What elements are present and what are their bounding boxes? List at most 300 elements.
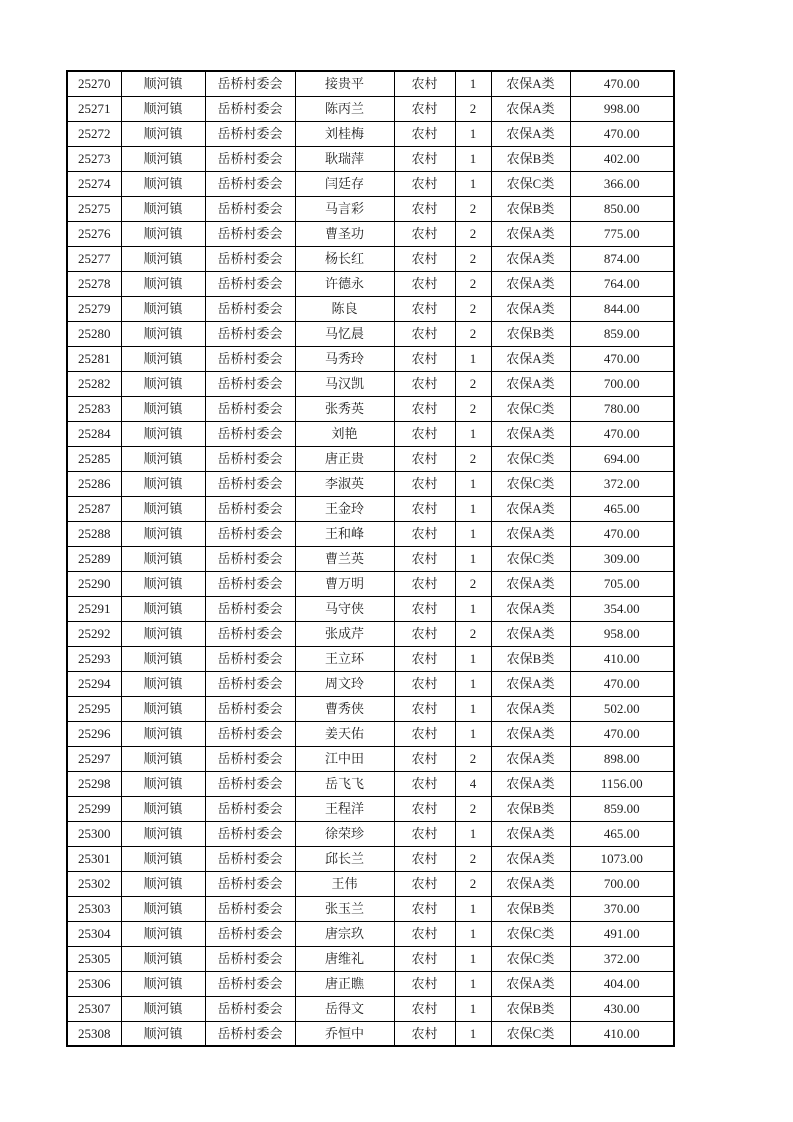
residence-type-cell: 农村 xyxy=(394,571,455,596)
amount-cell: 764.00 xyxy=(570,271,674,296)
residence-type-cell: 农村 xyxy=(394,646,455,671)
table-row xyxy=(67,346,674,371)
person-count-cell: 2 xyxy=(455,571,491,596)
person-name-cell: 马守侠 xyxy=(295,596,394,621)
person-count-cell: 2 xyxy=(455,371,491,396)
amount-cell: 465.00 xyxy=(570,821,674,846)
residence-type-cell: 农村 xyxy=(394,971,455,996)
residence-type-cell: 农村 xyxy=(394,296,455,321)
person-name-cell: 唐宗玖 xyxy=(295,921,394,946)
town-cell: 顺河镇 xyxy=(121,271,205,296)
town-cell: 顺河镇 xyxy=(121,521,205,546)
village-committee-cell: 岳桥村委会 xyxy=(205,121,295,146)
insurance-category-cell: 农保A类 xyxy=(491,221,570,246)
person-name-cell: 曹圣功 xyxy=(295,221,394,246)
town-cell: 顺河镇 xyxy=(121,371,205,396)
person-count-cell: 1 xyxy=(455,421,491,446)
insurance-category-cell: 农保A类 xyxy=(491,121,570,146)
town-cell: 顺河镇 xyxy=(121,596,205,621)
insurance-category-cell: 农保C类 xyxy=(491,921,570,946)
table-row xyxy=(67,496,674,521)
person-count-cell: 1 xyxy=(455,146,491,171)
village-committee-cell: 岳桥村委会 xyxy=(205,621,295,646)
person-name-cell: 王程洋 xyxy=(295,796,394,821)
amount-cell: 859.00 xyxy=(570,321,674,346)
table-row xyxy=(67,696,674,721)
village-committee-cell: 岳桥村委会 xyxy=(205,796,295,821)
insurance-category-cell: 农保A类 xyxy=(491,271,570,296)
amount-cell: 470.00 xyxy=(570,346,674,371)
village-committee-cell: 岳桥村委会 xyxy=(205,546,295,571)
village-committee-cell: 岳桥村委会 xyxy=(205,146,295,171)
table-row xyxy=(67,796,674,821)
amount-cell: 998.00 xyxy=(570,96,674,121)
person-name-cell: 张玉兰 xyxy=(295,896,394,921)
person-name-cell: 马忆晨 xyxy=(295,321,394,346)
table-row xyxy=(67,221,674,246)
village-committee-cell: 岳桥村委会 xyxy=(205,396,295,421)
town-cell: 顺河镇 xyxy=(121,71,205,96)
serial-number-cell: 25285 xyxy=(67,446,121,471)
residence-type-cell: 农村 xyxy=(394,246,455,271)
insurance-category-cell: 农保A类 xyxy=(491,346,570,371)
village-committee-cell: 岳桥村委会 xyxy=(205,596,295,621)
person-count-cell: 1 xyxy=(455,921,491,946)
village-committee-cell: 岳桥村委会 xyxy=(205,196,295,221)
table-row xyxy=(67,746,674,771)
person-count-cell: 2 xyxy=(455,796,491,821)
village-committee-cell: 岳桥村委会 xyxy=(205,846,295,871)
town-cell: 顺河镇 xyxy=(121,721,205,746)
town-cell: 顺河镇 xyxy=(121,471,205,496)
residence-type-cell: 农村 xyxy=(394,871,455,896)
town-cell: 顺河镇 xyxy=(121,321,205,346)
residence-type-cell: 农村 xyxy=(394,946,455,971)
person-name-cell: 唐正瞧 xyxy=(295,971,394,996)
person-count-cell: 1 xyxy=(455,896,491,921)
village-committee-cell: 岳桥村委会 xyxy=(205,246,295,271)
village-committee-cell: 岳桥村委会 xyxy=(205,296,295,321)
serial-number-cell: 25301 xyxy=(67,846,121,871)
residence-type-cell: 农村 xyxy=(394,371,455,396)
amount-cell: 1156.00 xyxy=(570,771,674,796)
table-row xyxy=(67,396,674,421)
person-count-cell: 2 xyxy=(455,846,491,871)
person-name-cell: 王金玲 xyxy=(295,496,394,521)
residence-type-cell: 农村 xyxy=(394,471,455,496)
serial-number-cell: 25297 xyxy=(67,746,121,771)
person-name-cell: 陈良 xyxy=(295,296,394,321)
village-committee-cell: 岳桥村委会 xyxy=(205,946,295,971)
person-name-cell: 曹万明 xyxy=(295,571,394,596)
village-committee-cell: 岳桥村委会 xyxy=(205,721,295,746)
person-count-cell: 2 xyxy=(455,871,491,896)
person-count-cell: 2 xyxy=(455,96,491,121)
amount-cell: 470.00 xyxy=(570,71,674,96)
serial-number-cell: 25302 xyxy=(67,871,121,896)
serial-number-cell: 25276 xyxy=(67,221,121,246)
person-name-cell: 曹兰英 xyxy=(295,546,394,571)
table-row xyxy=(67,1021,674,1046)
residence-type-cell: 农村 xyxy=(394,721,455,746)
records-table xyxy=(66,70,675,1047)
table-row xyxy=(67,971,674,996)
serial-number-cell: 25280 xyxy=(67,321,121,346)
insurance-category-cell: 农保A类 xyxy=(491,496,570,521)
serial-number-cell: 25279 xyxy=(67,296,121,321)
person-name-cell: 曹秀侠 xyxy=(295,696,394,721)
town-cell: 顺河镇 xyxy=(121,146,205,171)
person-name-cell: 陈丙兰 xyxy=(295,96,394,121)
person-count-cell: 2 xyxy=(455,296,491,321)
town-cell: 顺河镇 xyxy=(121,121,205,146)
serial-number-cell: 25303 xyxy=(67,896,121,921)
town-cell: 顺河镇 xyxy=(121,496,205,521)
amount-cell: 465.00 xyxy=(570,496,674,521)
town-cell: 顺河镇 xyxy=(121,96,205,121)
village-committee-cell: 岳桥村委会 xyxy=(205,896,295,921)
residence-type-cell: 农村 xyxy=(394,746,455,771)
amount-cell: 470.00 xyxy=(570,671,674,696)
serial-number-cell: 25275 xyxy=(67,196,121,221)
person-name-cell: 马秀玲 xyxy=(295,346,394,371)
amount-cell: 470.00 xyxy=(570,421,674,446)
amount-cell: 705.00 xyxy=(570,571,674,596)
person-count-cell: 1 xyxy=(455,521,491,546)
residence-type-cell: 农村 xyxy=(394,146,455,171)
amount-cell: 502.00 xyxy=(570,696,674,721)
amount-cell: 366.00 xyxy=(570,171,674,196)
insurance-category-cell: 农保A类 xyxy=(491,746,570,771)
residence-type-cell: 农村 xyxy=(394,671,455,696)
residence-type-cell: 农村 xyxy=(394,321,455,346)
residence-type-cell: 农村 xyxy=(394,421,455,446)
village-committee-cell: 岳桥村委会 xyxy=(205,446,295,471)
amount-cell: 700.00 xyxy=(570,871,674,896)
town-cell: 顺河镇 xyxy=(121,896,205,921)
table-row xyxy=(67,321,674,346)
table-row xyxy=(67,421,674,446)
serial-number-cell: 25295 xyxy=(67,696,121,721)
person-name-cell: 唐正贵 xyxy=(295,446,394,471)
residence-type-cell: 农村 xyxy=(394,921,455,946)
town-cell: 顺河镇 xyxy=(121,696,205,721)
town-cell: 顺河镇 xyxy=(121,621,205,646)
serial-number-cell: 25306 xyxy=(67,971,121,996)
town-cell: 顺河镇 xyxy=(121,221,205,246)
serial-number-cell: 25272 xyxy=(67,121,121,146)
town-cell: 顺河镇 xyxy=(121,246,205,271)
town-cell: 顺河镇 xyxy=(121,196,205,221)
village-committee-cell: 岳桥村委会 xyxy=(205,321,295,346)
residence-type-cell: 农村 xyxy=(394,71,455,96)
person-name-cell: 马言彩 xyxy=(295,196,394,221)
residence-type-cell: 农村 xyxy=(394,171,455,196)
serial-number-cell: 25273 xyxy=(67,146,121,171)
insurance-category-cell: 农保B类 xyxy=(491,146,570,171)
residence-type-cell: 农村 xyxy=(394,796,455,821)
amount-cell: 700.00 xyxy=(570,371,674,396)
serial-number-cell: 25288 xyxy=(67,521,121,546)
table-row xyxy=(67,546,674,571)
village-committee-cell: 岳桥村委会 xyxy=(205,771,295,796)
insurance-category-cell: 农保B类 xyxy=(491,796,570,821)
insurance-category-cell: 农保A类 xyxy=(491,821,570,846)
table-body xyxy=(67,71,674,1046)
serial-number-cell: 25278 xyxy=(67,271,121,296)
table-row xyxy=(67,946,674,971)
village-committee-cell: 岳桥村委会 xyxy=(205,496,295,521)
village-committee-cell: 岳桥村委会 xyxy=(205,671,295,696)
person-count-cell: 1 xyxy=(455,71,491,96)
amount-cell: 309.00 xyxy=(570,546,674,571)
serial-number-cell: 25304 xyxy=(67,921,121,946)
amount-cell: 491.00 xyxy=(570,921,674,946)
amount-cell: 844.00 xyxy=(570,296,674,321)
amount-cell: 430.00 xyxy=(570,996,674,1021)
town-cell: 顺河镇 xyxy=(121,746,205,771)
person-name-cell: 邱长兰 xyxy=(295,846,394,871)
town-cell: 顺河镇 xyxy=(121,671,205,696)
insurance-category-cell: 农保B类 xyxy=(491,196,570,221)
insurance-category-cell: 农保A类 xyxy=(491,621,570,646)
table-row xyxy=(67,846,674,871)
village-committee-cell: 岳桥村委会 xyxy=(205,171,295,196)
amount-cell: 958.00 xyxy=(570,621,674,646)
table-row xyxy=(67,146,674,171)
village-committee-cell: 岳桥村委会 xyxy=(205,571,295,596)
person-count-cell: 2 xyxy=(455,271,491,296)
person-count-cell: 1 xyxy=(455,171,491,196)
amount-cell: 470.00 xyxy=(570,721,674,746)
village-committee-cell: 岳桥村委会 xyxy=(205,821,295,846)
person-name-cell: 乔恒中 xyxy=(295,1021,394,1046)
person-count-cell: 2 xyxy=(455,196,491,221)
village-committee-cell: 岳桥村委会 xyxy=(205,646,295,671)
serial-number-cell: 25283 xyxy=(67,396,121,421)
insurance-category-cell: 农保B类 xyxy=(491,321,570,346)
amount-cell: 354.00 xyxy=(570,596,674,621)
serial-number-cell: 25307 xyxy=(67,996,121,1021)
village-committee-cell: 岳桥村委会 xyxy=(205,971,295,996)
town-cell: 顺河镇 xyxy=(121,846,205,871)
town-cell: 顺河镇 xyxy=(121,171,205,196)
table-row xyxy=(67,96,674,121)
person-name-cell: 接贵平 xyxy=(295,71,394,96)
person-name-cell: 张秀英 xyxy=(295,396,394,421)
insurance-category-cell: 农保A类 xyxy=(491,696,570,721)
insurance-category-cell: 农保A类 xyxy=(491,771,570,796)
town-cell: 顺河镇 xyxy=(121,921,205,946)
town-cell: 顺河镇 xyxy=(121,446,205,471)
serial-number-cell: 25299 xyxy=(67,796,121,821)
residence-type-cell: 农村 xyxy=(394,996,455,1021)
person-count-cell: 1 xyxy=(455,496,491,521)
amount-cell: 859.00 xyxy=(570,796,674,821)
insurance-category-cell: 农保B类 xyxy=(491,646,570,671)
amount-cell: 694.00 xyxy=(570,446,674,471)
table-row xyxy=(67,871,674,896)
insurance-category-cell: 农保A类 xyxy=(491,671,570,696)
amount-cell: 470.00 xyxy=(570,521,674,546)
serial-number-cell: 25277 xyxy=(67,246,121,271)
person-name-cell: 唐维礼 xyxy=(295,946,394,971)
insurance-category-cell: 农保A类 xyxy=(491,371,570,396)
town-cell: 顺河镇 xyxy=(121,771,205,796)
person-name-cell: 李淑英 xyxy=(295,471,394,496)
amount-cell: 1073.00 xyxy=(570,846,674,871)
town-cell: 顺河镇 xyxy=(121,546,205,571)
table-row xyxy=(67,671,674,696)
table-row xyxy=(67,296,674,321)
person-name-cell: 王伟 xyxy=(295,871,394,896)
person-count-cell: 1 xyxy=(455,721,491,746)
village-committee-cell: 岳桥村委会 xyxy=(205,421,295,446)
person-count-cell: 2 xyxy=(455,746,491,771)
person-count-cell: 1 xyxy=(455,946,491,971)
person-count-cell: 1 xyxy=(455,471,491,496)
amount-cell: 370.00 xyxy=(570,896,674,921)
residence-type-cell: 农村 xyxy=(394,521,455,546)
village-committee-cell: 岳桥村委会 xyxy=(205,221,295,246)
village-committee-cell: 岳桥村委会 xyxy=(205,346,295,371)
person-count-cell: 2 xyxy=(455,221,491,246)
table-row xyxy=(67,446,674,471)
serial-number-cell: 25270 xyxy=(67,71,121,96)
serial-number-cell: 25298 xyxy=(67,771,121,796)
insurance-category-cell: 农保A类 xyxy=(491,571,570,596)
serial-number-cell: 25308 xyxy=(67,1021,121,1046)
serial-number-cell: 25271 xyxy=(67,96,121,121)
residence-type-cell: 农村 xyxy=(394,1021,455,1046)
person-name-cell: 许德永 xyxy=(295,271,394,296)
insurance-category-cell: 农保A类 xyxy=(491,521,570,546)
village-committee-cell: 岳桥村委会 xyxy=(205,921,295,946)
person-count-cell: 1 xyxy=(455,121,491,146)
table-row xyxy=(67,521,674,546)
person-name-cell: 王和峰 xyxy=(295,521,394,546)
insurance-category-cell: 农保A类 xyxy=(491,296,570,321)
village-committee-cell: 岳桥村委会 xyxy=(205,471,295,496)
town-cell: 顺河镇 xyxy=(121,796,205,821)
insurance-category-cell: 农保A类 xyxy=(491,721,570,746)
amount-cell: 372.00 xyxy=(570,946,674,971)
insurance-category-cell: 农保A类 xyxy=(491,71,570,96)
village-committee-cell: 岳桥村委会 xyxy=(205,746,295,771)
table-row xyxy=(67,471,674,496)
table-row xyxy=(67,246,674,271)
insurance-category-cell: 农保C类 xyxy=(491,546,570,571)
person-count-cell: 1 xyxy=(455,646,491,671)
person-count-cell: 1 xyxy=(455,671,491,696)
person-count-cell: 2 xyxy=(455,396,491,421)
insurance-category-cell: 农保C类 xyxy=(491,946,570,971)
insurance-category-cell: 农保C类 xyxy=(491,446,570,471)
person-name-cell: 周文玲 xyxy=(295,671,394,696)
residence-type-cell: 农村 xyxy=(394,121,455,146)
residence-type-cell: 农村 xyxy=(394,446,455,471)
residence-type-cell: 农村 xyxy=(394,771,455,796)
person-count-cell: 1 xyxy=(455,996,491,1021)
insurance-category-cell: 农保B类 xyxy=(491,896,570,921)
table-row xyxy=(67,171,674,196)
table-row xyxy=(67,996,674,1021)
serial-number-cell: 25284 xyxy=(67,421,121,446)
person-count-cell: 1 xyxy=(455,346,491,371)
person-count-cell: 1 xyxy=(455,696,491,721)
residence-type-cell: 农村 xyxy=(394,396,455,421)
amount-cell: 410.00 xyxy=(570,1021,674,1046)
table-row xyxy=(67,896,674,921)
amount-cell: 372.00 xyxy=(570,471,674,496)
serial-number-cell: 25287 xyxy=(67,496,121,521)
person-count-cell: 2 xyxy=(455,246,491,271)
town-cell: 顺河镇 xyxy=(121,1021,205,1046)
person-name-cell: 刘桂梅 xyxy=(295,121,394,146)
insurance-category-cell: 农保A类 xyxy=(491,971,570,996)
town-cell: 顺河镇 xyxy=(121,821,205,846)
person-name-cell: 马汉凯 xyxy=(295,371,394,396)
table-row xyxy=(67,596,674,621)
residence-type-cell: 农村 xyxy=(394,496,455,521)
serial-number-cell: 25274 xyxy=(67,171,121,196)
person-name-cell: 岳飞飞 xyxy=(295,771,394,796)
serial-number-cell: 25289 xyxy=(67,546,121,571)
town-cell: 顺河镇 xyxy=(121,396,205,421)
residence-type-cell: 农村 xyxy=(394,621,455,646)
amount-cell: 850.00 xyxy=(570,196,674,221)
residence-type-cell: 农村 xyxy=(394,546,455,571)
amount-cell: 404.00 xyxy=(570,971,674,996)
amount-cell: 780.00 xyxy=(570,396,674,421)
village-committee-cell: 岳桥村委会 xyxy=(205,271,295,296)
serial-number-cell: 25300 xyxy=(67,821,121,846)
table-row xyxy=(67,621,674,646)
table-row xyxy=(67,196,674,221)
residence-type-cell: 农村 xyxy=(394,221,455,246)
insurance-category-cell: 农保C类 xyxy=(491,471,570,496)
residence-type-cell: 农村 xyxy=(394,896,455,921)
amount-cell: 402.00 xyxy=(570,146,674,171)
amount-cell: 898.00 xyxy=(570,746,674,771)
serial-number-cell: 25290 xyxy=(67,571,121,596)
residence-type-cell: 农村 xyxy=(394,271,455,296)
insurance-category-cell: 农保C类 xyxy=(491,396,570,421)
residence-type-cell: 农村 xyxy=(394,596,455,621)
person-count-cell: 4 xyxy=(455,771,491,796)
town-cell: 顺河镇 xyxy=(121,571,205,596)
person-name-cell: 岳得文 xyxy=(295,996,394,1021)
village-committee-cell: 岳桥村委会 xyxy=(205,996,295,1021)
serial-number-cell: 25294 xyxy=(67,671,121,696)
table-row xyxy=(67,821,674,846)
town-cell: 顺河镇 xyxy=(121,946,205,971)
serial-number-cell: 25282 xyxy=(67,371,121,396)
residence-type-cell: 农村 xyxy=(394,846,455,871)
village-committee-cell: 岳桥村委会 xyxy=(205,371,295,396)
insurance-category-cell: 农保C类 xyxy=(491,171,570,196)
person-name-cell: 刘艳 xyxy=(295,421,394,446)
insurance-category-cell: 农保B类 xyxy=(491,996,570,1021)
person-count-cell: 2 xyxy=(455,621,491,646)
residence-type-cell: 农村 xyxy=(394,696,455,721)
insurance-category-cell: 农保A类 xyxy=(491,421,570,446)
person-name-cell: 徐荣珍 xyxy=(295,821,394,846)
table-row xyxy=(67,121,674,146)
village-committee-cell: 岳桥村委会 xyxy=(205,871,295,896)
residence-type-cell: 农村 xyxy=(394,346,455,371)
person-count-cell: 1 xyxy=(455,596,491,621)
